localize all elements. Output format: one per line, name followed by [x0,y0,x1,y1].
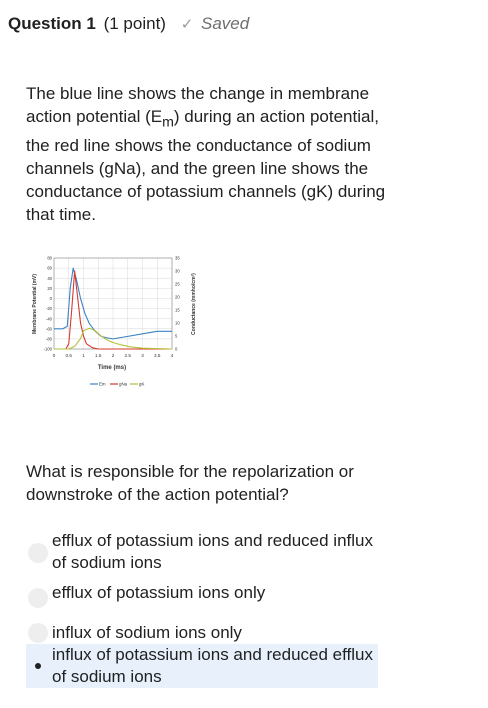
question-header [8,14,249,34]
question-title: Question 1 [8,14,96,33]
y-tick-label: 60 [47,265,52,271]
saved-status: Saved [201,14,250,33]
option-4[interactable] [26,644,378,688]
radio-button[interactable] [28,543,48,563]
check-icon: ✓ [180,16,194,33]
y-tick-label: 0 [49,296,52,302]
y2-tick-label: 20 [175,294,180,300]
x-tick-label: 2.5 [124,353,131,358]
radio-button[interactable] [28,623,48,643]
y2-tick-label: 5 [175,333,178,339]
x-tick-label: 3 [141,353,144,358]
y-tick-label: -20 [45,306,52,312]
action-potential-chart [30,252,200,397]
y-tick-label: 40 [47,275,52,281]
legend-label: gK [139,381,145,387]
y-tick-label: -100 [43,346,52,352]
prompt-text-2: ) during an action potential, the red line shows the conductance of sodium channels (gNa), and the green line shows the conductance of potassium channels (gK) during that time. [26,107,386,225]
option-label: influx of sodium ions only [52,623,242,642]
option-1[interactable] [26,530,378,576]
x-tick-label: 2 [111,353,115,358]
option-label: influx of potassium ions and reduced efflux of sodium ions [52,645,373,686]
y-tick-label: -40 [45,316,52,322]
x-tick-label: 0 [52,353,56,358]
y2-tick-label: 15 [175,307,180,313]
option-label: efflux of potassium ions and reduced influx of sodium ions [52,531,373,572]
prompt-text-1: The blue line shows the change in membrane action potential (E [26,84,370,126]
y2-tick-label: 0 [175,346,178,352]
answer-options [26,526,378,688]
legend-label: gNa [119,381,128,387]
y2-tick-label: 25 [175,281,180,287]
y2-tick-label: 30 [175,268,180,274]
question-text: What is responsible for the repolarization or downstroke of the action potential? [26,462,354,504]
y2-tick-label: 10 [175,320,180,326]
question-prompt [26,82,386,226]
x-tick-label: 0.5 [65,353,72,358]
y-tick-label: -80 [45,336,52,342]
x-tick-label: 4 [170,353,174,358]
radio-button[interactable] [28,656,48,676]
y-tick-label: 20 [47,285,52,291]
option-2[interactable] [26,582,378,614]
y-tick-label: -60 [45,326,52,332]
y2-tick-label: 35 [175,255,180,261]
radio-button[interactable] [28,588,48,608]
chart-legend [90,382,144,387]
y2-axis-label: Conductance (mmho/cm²) [191,273,197,335]
x-tick-label: 1 [82,353,85,358]
prompt-subscript: m [162,114,174,131]
x-tick-label: 1.5 [95,353,102,358]
y-axis-label: Membrane Potential (mV) [32,273,38,335]
option-3[interactable] [26,622,378,644]
question-points: (1 point) [103,14,166,33]
x-tick-label: 3.5 [154,353,161,358]
y-tick-label: 80 [47,255,52,261]
x-axis-label: Time (ms) [97,365,127,371]
option-label: efflux of potassium ions only [52,583,266,602]
legend-label: Em [99,381,106,387]
